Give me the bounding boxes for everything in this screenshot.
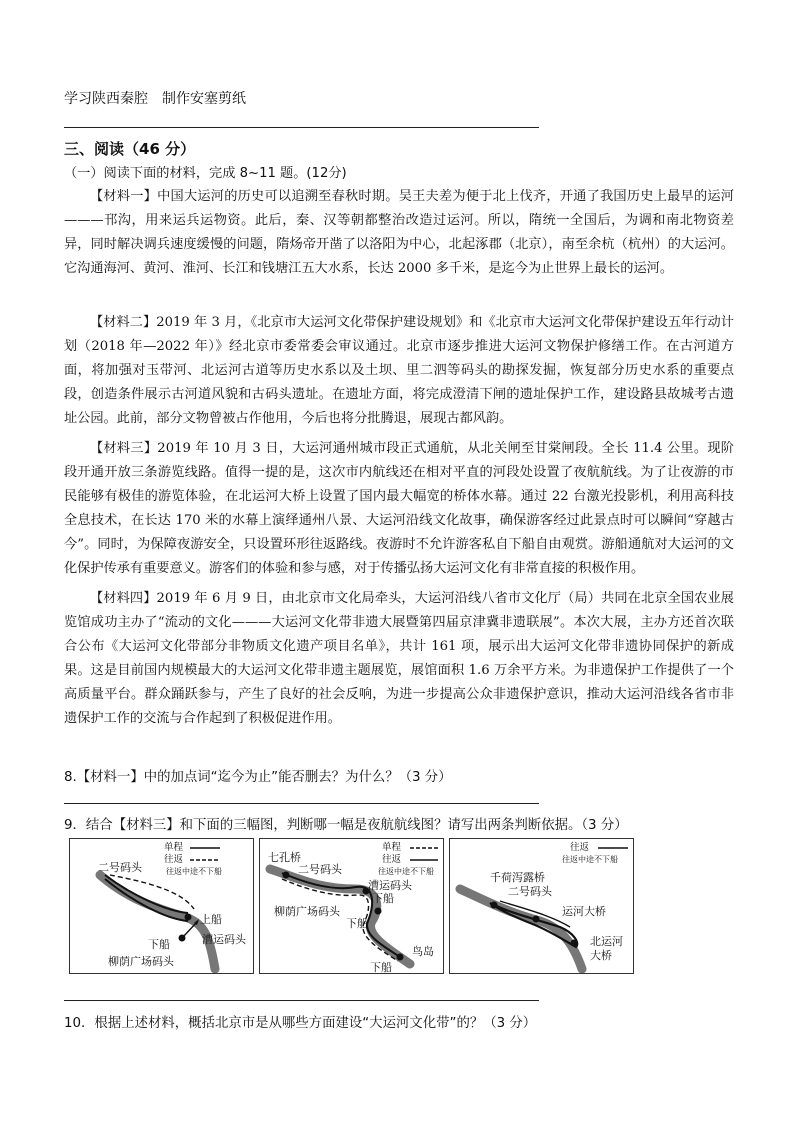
material-1: 【材料一】中国大运河的历史可以追溯至春秋时期。吴王夫差为便于北上伐齐，开通了我国历史上最早的运河———邗沟，用来运兵运物资。此后，秦、汉等朝都整治改造过运河。所以，隋统一全国后，为调和南北物资差异，同时解决调兵速度缓慢的问题，隋炀帝开凿了以洛阳为中心，北起涿郡（北京），南至余杭（杭州）的大运河。它沟通海河、黄河、淮河、长江和钱塘江五大水系，长达 2000 多千米，是迄今为止世界上最长的运河。 bbox=[64, 189, 734, 276]
map-3-label-qianhe: 千荷泻露桥 bbox=[490, 871, 545, 884]
map-3-legend-roundtrip: 往返 bbox=[570, 842, 590, 853]
map-1-legend-roundtrip: 往返 bbox=[164, 854, 184, 865]
map-3-label-yunhe-bridge: 运河大桥 bbox=[562, 905, 606, 918]
section-title: 三、阅读（46 分） bbox=[64, 140, 196, 158]
map-1-label-board: 上船 bbox=[200, 913, 222, 926]
material-3: 【材料三】2019 年 10 月 3 日，大运河通州城市段正式通航，从北关闸至甘棠闸段。全长 11.4 公里。现阶段开通开放三条游览线路。值得一提的是，这次市内航线还在相对平直的河段处设置了夜航航线。为了让夜游的市民能够有极佳的游览体验，在北运河大桥上设置了国内最大幅宽的桥体水幕。通过 22 台激光投影机，利用高科技全息技术，在长达 170 米的水幕上演绎通州八景、大运河沿线文化故事，确保游客经过此景点时可以瞬间“穿越古今”。同时，为保障夜游安全，只设置环形往返路线。夜游时不允许游客私自下船自由观赏。游船通航对大运河的文化保护传承有重要意义。游客们的体验和参与感，对于传播弘扬大运河文化有非常直接的积极作用。 bbox=[64, 441, 734, 576]
question-8: 8.【材料一】中的加点词“迄今为止”能否删去？为什么？（3 分） bbox=[64, 770, 452, 785]
material-2: 【材料二】2019 年 3 月，《北京市大运河文化带保护建设规划》和《北京市大运河文化带保护建设五年行动计划（2018 年—2022 年）》经北京市委常委会审议通过。北京市逐步推进大运河文物保护修缮工作。在古河道方面，将加强对玉带河、北运河古道等历史水系以及土坝、里二泗等码头的勘探发掘，恢复部分历史水系的重要点段，创造条件展示古河道风貌和古码头遗址。在遗址方面，将完成澄清下闸的遗址保护工作，建设路县故城考古遗址公园。此前，部分文物曾被占作他用，今后也将分批腾退，展现古都风韵。 bbox=[64, 315, 734, 426]
map-2-label-liuyin: 柳荫广场码头 bbox=[274, 905, 340, 918]
map-1-label-liuyin: 柳荫广场码头 bbox=[108, 955, 174, 968]
map-2-label-qikong: 七孔桥 bbox=[268, 851, 301, 864]
map-1-label-caoyun: 漕运码头 bbox=[202, 933, 246, 946]
material-4: 【材料四】2019 年 6 月 9 日，由北京市文化局牵头，大运河沿线八省市文化厅（局）共同在北京全国农业展览馆成功主办了“流动的文化———大运河文化带非遗大展暨第四届京津冀非遗联展”。本次大展，主办方还首次联合公布《大运河文化带部分非物质文化遗产项目名单》，共计 161 项，展示出大运河文化带非遗协同保护的新成果。这是目前国内规模最大的大运河文化带非遗主题展览，展馆面积 1.6 万余平方米。为非遗保护工作提供了一个高质量平台。群众踊跃参与，产生了良好的社会反响，为进一步提高公众非遗保护意识，推动大运河沿线各省市非遗保护工作的交流与合作起到了积极促进作用。 bbox=[64, 591, 734, 726]
section-subtitle: （一）阅读下面的材料，完成 8~11 题。(12分) bbox=[64, 166, 347, 181]
route-map-2 bbox=[259, 838, 444, 974]
answer-line-8[interactable] bbox=[64, 803, 539, 804]
route-map-3 bbox=[449, 838, 634, 974]
map-1-legend-nonstop: 往返中途不下船 bbox=[166, 867, 222, 876]
map-2-label-alight-3: 下船 bbox=[370, 961, 392, 974]
map-2-label-alight-1: 下船 bbox=[372, 892, 394, 905]
map-2-label-caoyun: 漕运码头 bbox=[368, 879, 412, 892]
map-3-label-bridge: 大桥 bbox=[590, 949, 612, 962]
map-2-label-niaodao: 鸟岛 bbox=[412, 945, 434, 958]
divider-line bbox=[64, 127, 539, 128]
map-1-label-alight: 下船 bbox=[148, 938, 170, 951]
map-1-label-dock2: 二号码头 bbox=[98, 861, 142, 874]
answer-line-9[interactable] bbox=[64, 1000, 539, 1001]
map-2-label-alight-2: 下船 bbox=[346, 917, 368, 930]
map-3-legend-nonstop: 往返中途不下船 bbox=[562, 855, 618, 864]
map-1-legend-oneway: 单程 bbox=[164, 842, 184, 853]
header-text: 学习陕西秦腔 制作安塞剪纸 bbox=[64, 91, 246, 107]
question-10: 10．根据上述材料，概括北京市是从哪些方面建设“大运河文化带”的？（3 分） bbox=[64, 1016, 537, 1031]
map-2-legend-oneway: 单程 bbox=[382, 842, 402, 853]
route-map-1 bbox=[69, 838, 254, 974]
question-9: 9．结合【材料三】和下面的三幅图，判断哪一幅是夜航航线图？请写出两条判断依据。（3 分） bbox=[64, 818, 628, 833]
map-2-legend-nonstop: 往返中途不下船 bbox=[378, 867, 434, 876]
map-2-legend-roundtrip: 往返 bbox=[382, 854, 402, 865]
map-3-label-dock2: 二号码头 bbox=[508, 885, 552, 898]
map-3-label-beiyunhe: 北运河 bbox=[590, 935, 623, 948]
map-2-label-dock2: 二号码头 bbox=[298, 863, 342, 876]
